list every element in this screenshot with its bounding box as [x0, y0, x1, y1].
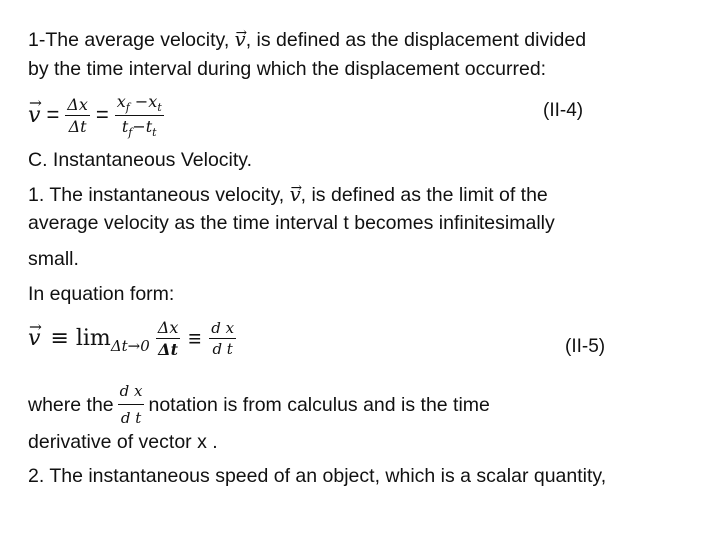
subscript: t [157, 100, 162, 114]
text-segment: 1-The average velocity, [28, 29, 235, 51]
equation-average-velocity [28, 92, 164, 139]
fraction-dx-dt [209, 319, 236, 358]
subscript: f [128, 125, 133, 139]
velocity-vector-symbol: → v [235, 28, 246, 52]
fraction-numerator: Δx [157, 318, 179, 337]
equation-instantaneous-velocity [28, 318, 236, 359]
section-heading: C. Instantaneous Velocity. [28, 149, 253, 171]
text-segment: , is defined as the displacement divided [245, 29, 587, 51]
t-symbol: −t [132, 116, 153, 136]
fraction-delta-x-delta-t [65, 95, 90, 136]
instantaneous-definition-line-2: average velocity as the time interval t becomes infinitesimally [28, 212, 555, 234]
fraction-numerator: Δx [67, 94, 88, 114]
definition-line-2: by the time interval during which the displacement occurred: [28, 58, 547, 80]
t-symbol: t [121, 116, 129, 136]
fraction-numerator [115, 92, 164, 116]
fraction-denominator [120, 116, 159, 139]
eq-lhs-v: → v [28, 326, 40, 351]
equiv-sign: ≡ [188, 325, 202, 351]
fraction-xf-minus-xi [115, 92, 164, 139]
equation-label-ii-5: (II-5) [565, 336, 606, 357]
text-segment: 1. The instantaneous velocity, [28, 184, 290, 206]
fraction-denominator: d t [212, 340, 233, 358]
fraction-numerator: d x [211, 319, 235, 337]
fraction-denominator: Δt [158, 340, 178, 359]
text-segment: , is defined as the limit of the [300, 184, 548, 206]
fraction-denominator: d t [120, 409, 142, 427]
instantaneous-speed-line: 2. The instantaneous speed of an object, which is a scalar quantity, [28, 465, 607, 487]
fraction-delta-x-delta-t [156, 318, 181, 359]
fraction-denominator: Δt [68, 116, 87, 136]
subscript: f [125, 100, 130, 114]
x-symbol: x [116, 92, 126, 111]
instantaneous-definition-line-1 [28, 183, 548, 207]
subscript: t [152, 125, 157, 139]
derivative-line: derivative of vector x . [28, 431, 218, 453]
equiv-lim: ≡ lim [50, 326, 111, 351]
text-segment: notation is from calculus and is the time [148, 393, 490, 416]
text-segment: where the [28, 393, 114, 416]
instantaneous-definition-line-3: small. [28, 248, 79, 270]
velocity-vector-symbol: → v [290, 183, 301, 207]
x-symbol: −x [129, 92, 158, 111]
definition-line-1 [28, 28, 586, 52]
equation-label-ii-4: (II-4) [543, 100, 584, 121]
calculus-notation-line [28, 379, 490, 430]
equals-sign: = [95, 102, 109, 128]
equation-form-intro: In equation form: [28, 283, 175, 305]
limit-subscript: Δt→0 [110, 336, 150, 355]
fraction-dx-dt [118, 379, 145, 430]
fraction-numerator: d x [118, 379, 145, 405]
eq-lhs-v: → v [28, 103, 40, 128]
equals-sign: = [46, 102, 60, 128]
